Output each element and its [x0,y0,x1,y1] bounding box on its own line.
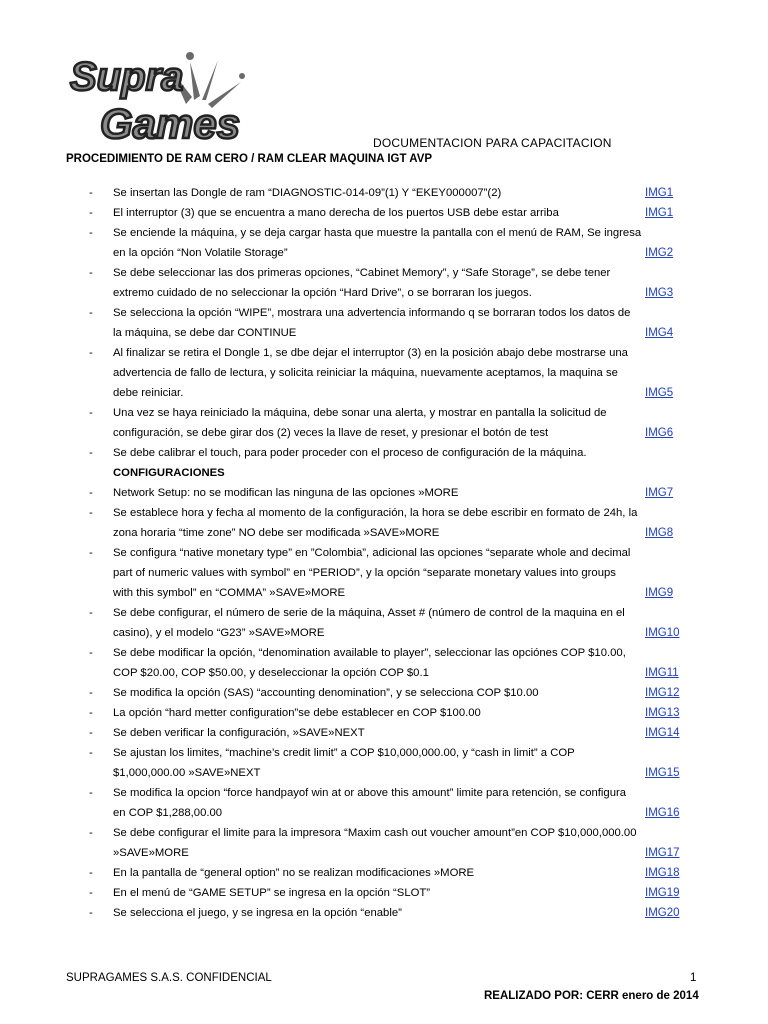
list-item-line [0,463,768,483]
list-item-text: Se enciende la máquina, y se deja cargar hasta que muestre la pantalla con el menú de RAM, Se ingresa [113,227,642,239]
list-item-line [0,543,768,563]
list-item [0,903,768,923]
list-item-text: Network Setup: no se modifican las ninguna de las opciones »MORE [113,487,459,499]
list-item-line [0,623,768,643]
list-item-text: En el menú de “GAME SETUP” se ingresa en la opción “SLOT” [113,887,431,899]
bullet-dash: - [89,227,93,239]
image-link[interactable]: IMG4 [645,327,674,339]
footer-author: REALIZADO POR: CERR enero de 2014 [484,990,699,1002]
list-item-line [0,683,768,703]
list-item-line [0,843,768,863]
footer-confidential: SUPRAGAMES S.A.S. CONFIDENCIAL [66,972,272,984]
list-item [0,683,768,703]
bullet-dash: - [89,547,93,559]
bullet-dash: - [89,867,93,879]
list-item [0,603,768,643]
list-item-line [0,743,768,763]
list-item-text: Se modifica la opcion “force handpayof win at or above this amount” limite para retención, se configura [113,787,627,799]
list-item [0,743,768,783]
bullet-dash: - [89,727,93,739]
list-item [0,543,768,603]
list-item-text: Se debe seleccionar las dos primeras opciones, “Cabinet Memory”, y “Safe Storage”, se debe tener [113,267,611,279]
image-link[interactable]: IMG19 [645,887,680,899]
list-item-text: $1,000,000.00 »SAVE»NEXT [113,767,261,779]
bullet-dash: - [89,827,93,839]
image-link[interactable]: IMG1 [645,187,674,199]
list-item-line [0,663,768,683]
list-item-line [0,363,768,383]
supragames-logo [66,42,256,152]
list-item [0,703,768,723]
image-link[interactable]: IMG6 [645,427,674,439]
list-item-text: part of numeric values with symbol” en “PERIOD”, y la opción “separate monetary values into groups [113,567,616,579]
image-link[interactable]: IMG2 [645,247,674,259]
image-link[interactable]: IMG18 [645,867,680,879]
list-item [0,503,768,543]
logo-graphic [66,42,256,152]
list-item-text: La opción “hard metter configuration”se debe establecer en COP $100.00 [113,707,481,719]
procedure-list [0,183,768,923]
image-link[interactable]: IMG12 [645,687,680,699]
list-item [0,263,768,303]
bullet-dash: - [89,207,93,219]
image-link[interactable]: IMG10 [645,627,680,639]
list-item-text: Se modifica la opción (SAS) “accounting denomination”, y se selecciona COP $10.00 [113,687,539,699]
list-item-text: la máquina, se debe dar CONTINUE [113,327,297,339]
bullet-dash: - [89,407,93,419]
list-item [0,883,768,903]
image-link[interactable]: IMG11 [645,667,679,679]
list-item [0,643,768,683]
list-item-text: extremo cuidado de no seleccionar la opción “Hard Drive”, o se borraran los juegos. [113,287,532,299]
list-item-text: en COP $1,288,00.00 [113,807,223,819]
procedure-title: PROCEDIMIENTO DE RAM CERO / RAM CLEAR MAQUINA IGT AVP [66,153,433,165]
bullet-dash: - [89,307,93,319]
bullet-dash: - [89,707,93,719]
list-item-line [0,423,768,443]
list-item [0,483,768,503]
list-item-line [0,563,768,583]
page-number: 1 [690,972,697,984]
list-item-text: »SAVE»MORE [113,847,189,859]
list-item-line [0,383,768,403]
image-link[interactable]: IMG16 [645,807,680,819]
list-item-text: configuración, se debe girar dos (2) veces la llave de reset, y presionar el botón de test [113,427,549,439]
bullet-dash: - [89,747,93,759]
list-item-line [0,823,768,843]
list-item-text: Una vez se haya reiniciado la máquina, debe sonar una alerta, y mostrar en pantalla la solicitud de [113,407,607,419]
document-title: DOCUMENTACION PARA CAPACITACION [373,136,612,150]
image-link[interactable]: IMG8 [645,527,674,539]
image-link[interactable]: IMG14 [645,727,680,739]
list-item-text: Se deben verificar la configuración, »SAVE»NEXT [113,727,365,739]
list-item-line [0,903,768,923]
list-item-line [0,483,768,503]
list-item-line [0,803,768,823]
list-item-line [0,343,768,363]
section-heading: CONFIGURACIONES [113,467,225,479]
list-item [0,203,768,223]
image-link[interactable]: IMG5 [645,387,674,399]
list-item-text: casino), y el modelo “G23” »SAVE»MORE [113,627,325,639]
list-item [0,863,768,883]
list-item-text: El interruptor (3) que se encuentra a mano derecha de los puertos USB debe estar arriba [113,207,559,219]
image-link[interactable]: IMG13 [645,707,680,719]
bullet-dash: - [89,607,93,619]
list-item-text: Se insertan las Dongle de ram “DIAGNOSTIC-014-09”(1) Y “EKEY000007”(2) [113,187,502,199]
logo-text-games: Games [100,100,241,147]
list-item-line [0,243,768,263]
list-item-line [0,183,768,203]
list-item-line [0,303,768,323]
bullet-dash: - [89,507,93,519]
list-item [0,783,768,823]
list-item [0,183,768,203]
list-item-text: Se debe calibrar el touch, para poder proceder con el proceso de configuración de la máquina. [113,447,587,459]
list-item [0,223,768,263]
list-item-line [0,263,768,283]
bullet-dash: - [89,267,93,279]
list-item-text: Se debe configurar, el número de serie de la máquina, Asset # (número de control de la maquina en el [113,607,625,619]
list-item-text: Se establece hora y fecha al momento de la configuración, la hora se debe escribir en formato de 24h, la [113,507,638,519]
bullet-dash: - [89,647,93,659]
list-item-line [0,643,768,663]
list-item-text: Al finalizar se retira el Dongle 1, se dbe dejar el interruptor (3) en la posición abajo debe mostrarse una [113,347,628,359]
list-item-line [0,203,768,223]
list-item-line [0,863,768,883]
list-item [0,403,768,443]
bullet-dash: - [89,887,93,899]
list-item-line [0,223,768,243]
list-item-text: En la pantalla de “general option” no se realizan modificaciones »MORE [113,867,475,879]
bullet-dash: - [89,187,93,199]
list-item [0,343,768,403]
bullet-dash: - [89,687,93,699]
list-item-line [0,703,768,723]
bullet-dash: - [89,447,93,459]
list-item-text: Se debe modificar la opción, “denomination available to player”, seleccionar las opciónes COP $10.00, [113,647,626,659]
bullet-dash: - [89,347,93,359]
image-link[interactable]: IMG3 [645,287,674,299]
list-item [0,463,768,483]
list-item-line [0,403,768,423]
list-item-text: Se selecciona la opción “WIPE”, mostrara una advertencia informando q se borraran todos los datos de [113,307,631,319]
image-link[interactable]: IMG15 [645,767,680,779]
bullet-dash: - [89,487,93,499]
list-item-line [0,763,768,783]
list-item-text: zona horaria “time zone” NO debe ser modificada »SAVE»MORE [113,527,440,539]
list-item-text: en la opción “Non Volatile Storage” [113,247,288,259]
logo-text-supra: Supra [70,55,184,99]
list-item-text: Se debe configurar el limite para la impresora “Maxim cash out voucher amount”en COP $10,000,000.00 [113,827,637,839]
list-item [0,443,768,463]
list-item-text: with this symbol” en “COMMA” »SAVE»MORE [113,587,346,599]
list-item-line [0,503,768,523]
image-link[interactable]: IMG9 [645,587,674,599]
list-item-line [0,283,768,303]
list-item-line [0,323,768,343]
list-item-line [0,883,768,903]
list-item-line [0,783,768,803]
image-link[interactable]: IMG1 [645,207,674,219]
list-item-text: debe reiniciar. [113,387,184,399]
image-link[interactable]: IMG20 [645,907,680,919]
bullet-dash: - [89,907,93,919]
list-item-text: Se ajustan los limites, “machine’s credit limit” a COP $10,000,000.00, y “cash in limit” a COP [113,747,575,759]
list-item [0,303,768,343]
list-item [0,723,768,743]
image-link[interactable]: IMG7 [645,487,674,499]
list-item-text: Se configura “native monetary type” en ”Colombia”, adicional las opciones “separate whole and decimal [113,547,631,559]
list-item-text: Se selecciona el juego, y se ingresa en la opción “enable” [113,907,402,919]
list-item-line [0,523,768,543]
list-item-line [0,443,768,463]
list-item-line [0,603,768,623]
list-item-line [0,723,768,743]
bullet-dash: - [89,787,93,799]
list-item-text: COP $20.00, COP $50.00, y deseleccionar la opción COP $0.1 [113,667,429,679]
list-item-text: advertencia de fallo de lectura, y solicita reiniciar la máquina, nuevamente aceptamos, la maquina se [113,367,618,379]
list-item [0,823,768,863]
image-link[interactable]: IMG17 [645,847,680,859]
list-item-line [0,583,768,603]
